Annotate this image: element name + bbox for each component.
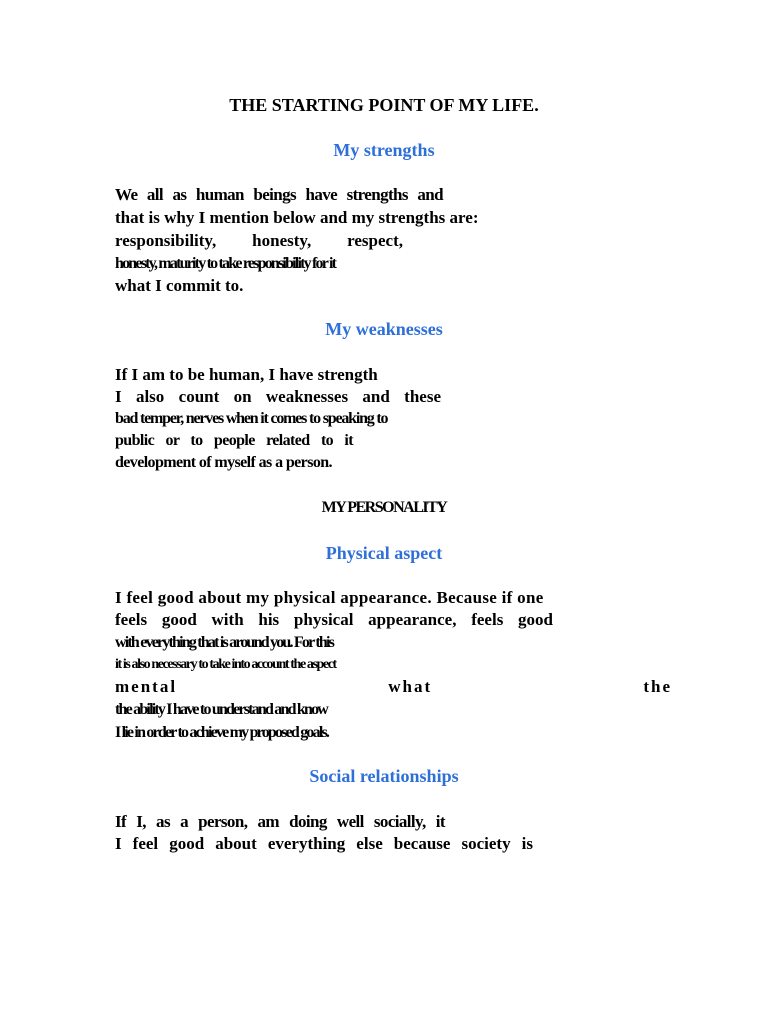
physical-line-6: the ability I have to understand and know (115, 701, 328, 718)
weaknesses-line-1: If I am to be human, I have strength (115, 365, 378, 384)
strengths-line-5: what I commit to. (115, 276, 244, 295)
strengths-line-1: We all as human beings have strengths and (115, 185, 443, 204)
social-heading: Social relationships (309, 766, 459, 786)
strengths-line-3: responsibility, honesty, respect, (115, 231, 403, 250)
strengths-heading: My strengths (333, 140, 435, 160)
physical-line-4: it is also necessary to take into account the aspect (115, 657, 336, 672)
physical-line-3: with everything that is around you. For this (115, 634, 334, 651)
weaknesses-line-4: public or to people related to it (115, 432, 353, 449)
weaknesses-line-3: bad temper, nerves when it comes to speaking to (115, 410, 388, 427)
strengths-line-2: that is why I mention below and my strengths are: (115, 208, 479, 227)
strengths-line-4: honesty, maturity to take responsibility for it (115, 255, 336, 272)
weaknesses-line-2: I also count on weaknesses and these (115, 387, 441, 406)
physical-line-1: I feel good about my physical appearance. Because if one (115, 588, 544, 607)
physical-line-2: feels good with his physical appearance, feels good (115, 610, 553, 629)
personality-heading: MY PERSONALITY (321, 499, 447, 516)
document-title: THE STARTING POINT OF MY LIFE. (229, 95, 539, 115)
physical-line-5: mental what the (115, 677, 672, 696)
physical-line-7: I lie in order to achieve my proposed goals. (115, 724, 329, 741)
social-line-1: If I, as a person, am doing well socially, it (115, 812, 445, 831)
physical-heading: Physical aspect (325, 543, 443, 563)
weaknesses-line-5: development of myself as a person. (115, 454, 332, 471)
social-line-2: I feel good about everything else because society is (115, 834, 533, 853)
weaknesses-heading: My weaknesses (325, 319, 443, 339)
